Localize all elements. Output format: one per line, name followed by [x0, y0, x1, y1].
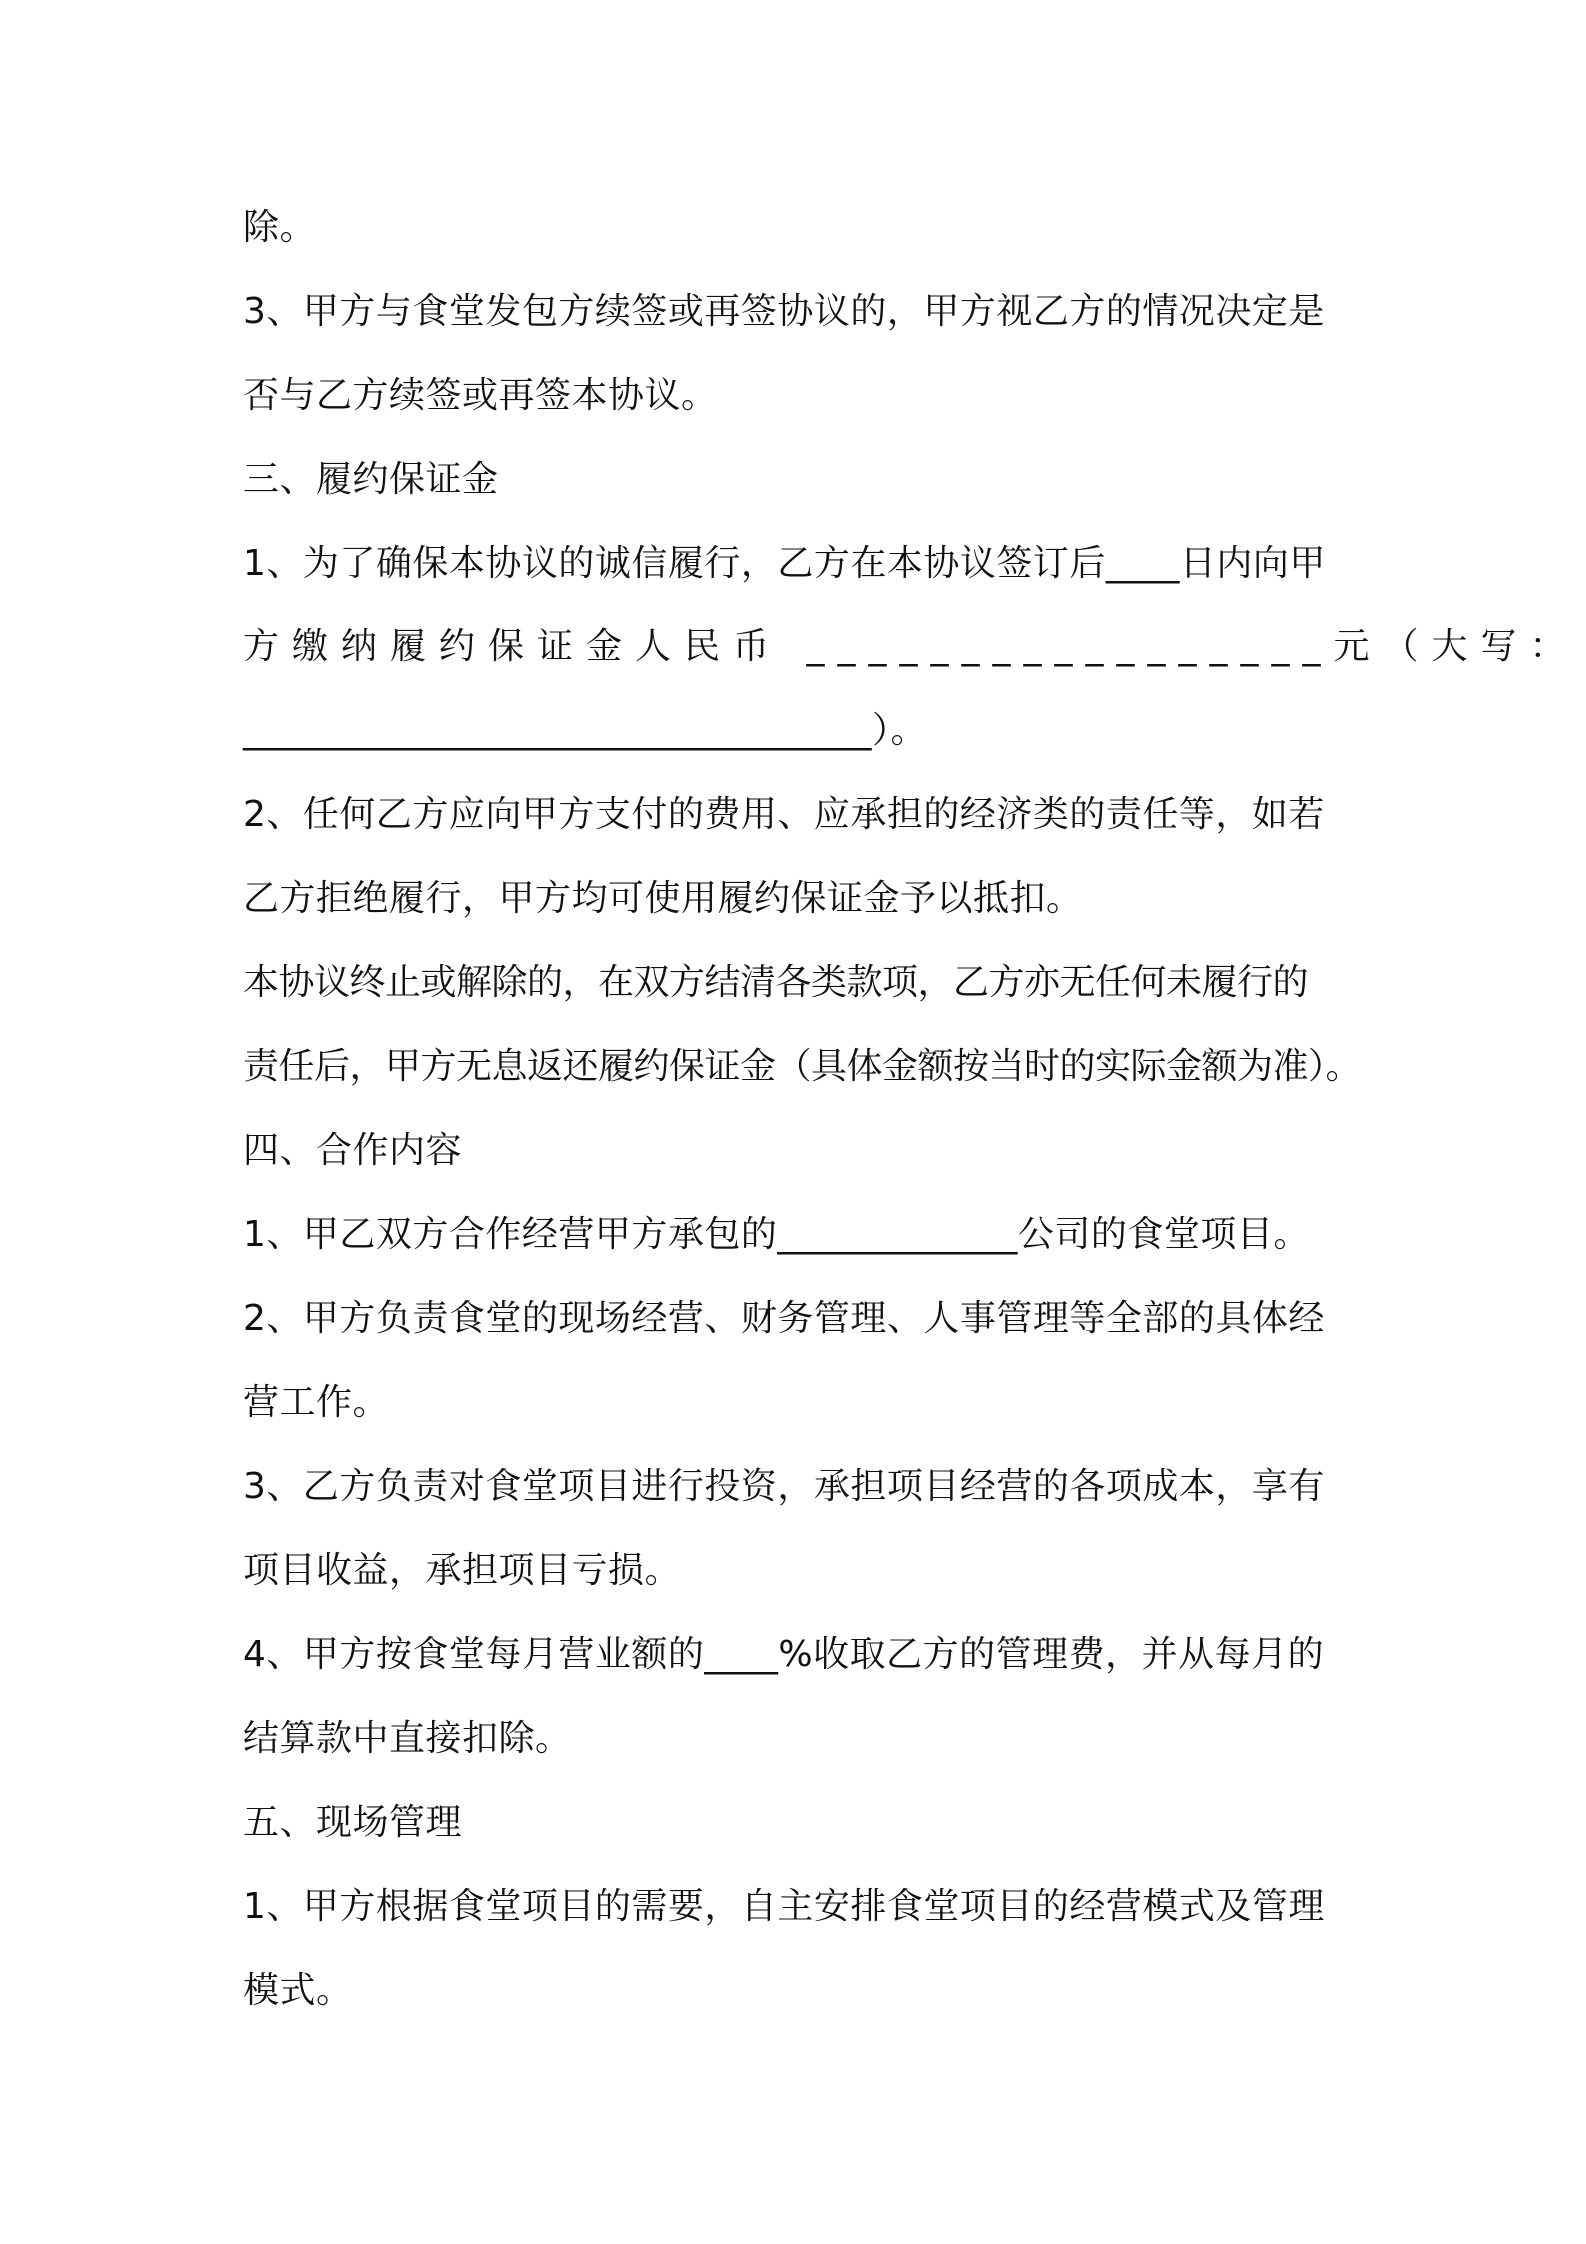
text-line: 2、甲方负责食堂的现场经营、财务管理、人事管理等全部的具体经 [243, 1298, 1325, 1339]
text-line: 4、甲方按食堂每月营业额的____%收取乙方的管理费，并从每月的 [243, 1634, 1325, 1675]
text-line: __________________________________）。 [243, 710, 927, 751]
text-line: 1、为了确保本协议的诚信履行，乙方在本协议签订后____日内向甲 [243, 543, 1326, 584]
section-heading: 四、合作内容 [243, 1130, 463, 1171]
text-line: 1、甲方根据食堂项目的需要，自主安排食堂项目的经营模式及管理 [243, 1886, 1325, 1927]
section-heading: 三、履约保证金 [243, 459, 499, 500]
text-line: 方缴纳履约保证金人民币 _________________元（大写： [243, 626, 1579, 667]
text-line: 项目收益，承担项目亏损。 [243, 1550, 682, 1591]
text-line: 乙方拒绝履行，甲方均可使用履约保证金予以抵扣。 [243, 878, 1083, 919]
section-heading: 五、现场管理 [243, 1802, 463, 1843]
text-line: 责任后，甲方无息返还履约保证金（具体金额按当时的实际金额为准）。 [243, 1046, 1362, 1087]
text-line: 1、甲乙双方合作经营甲方承包的_____________公司的食堂项目。 [243, 1214, 1310, 1255]
text-line: 2、任何乙方应向甲方支付的费用、应承担的经济类的责任等，如若 [243, 794, 1325, 835]
text-line: 否与乙方续签或再签本协议。 [243, 375, 718, 416]
text-line: 营工作。 [243, 1382, 390, 1423]
text-line: 模式。 [243, 1970, 353, 2011]
text-line: 除。 [243, 207, 317, 248]
text-line: 结算款中直接扣除。 [243, 1718, 572, 1759]
text-line: 3、甲方与食堂发包方续签或再签协议的，甲方视乙方的情况决定是 [243, 291, 1325, 332]
text-line: 本协议终止或解除的，在双方结清各类款项，乙方亦无任何未履行的 [243, 962, 1309, 1003]
text-line: 3、乙方负责对食堂项目进行投资，承担项目经营的各项成本，享有 [243, 1466, 1325, 1507]
